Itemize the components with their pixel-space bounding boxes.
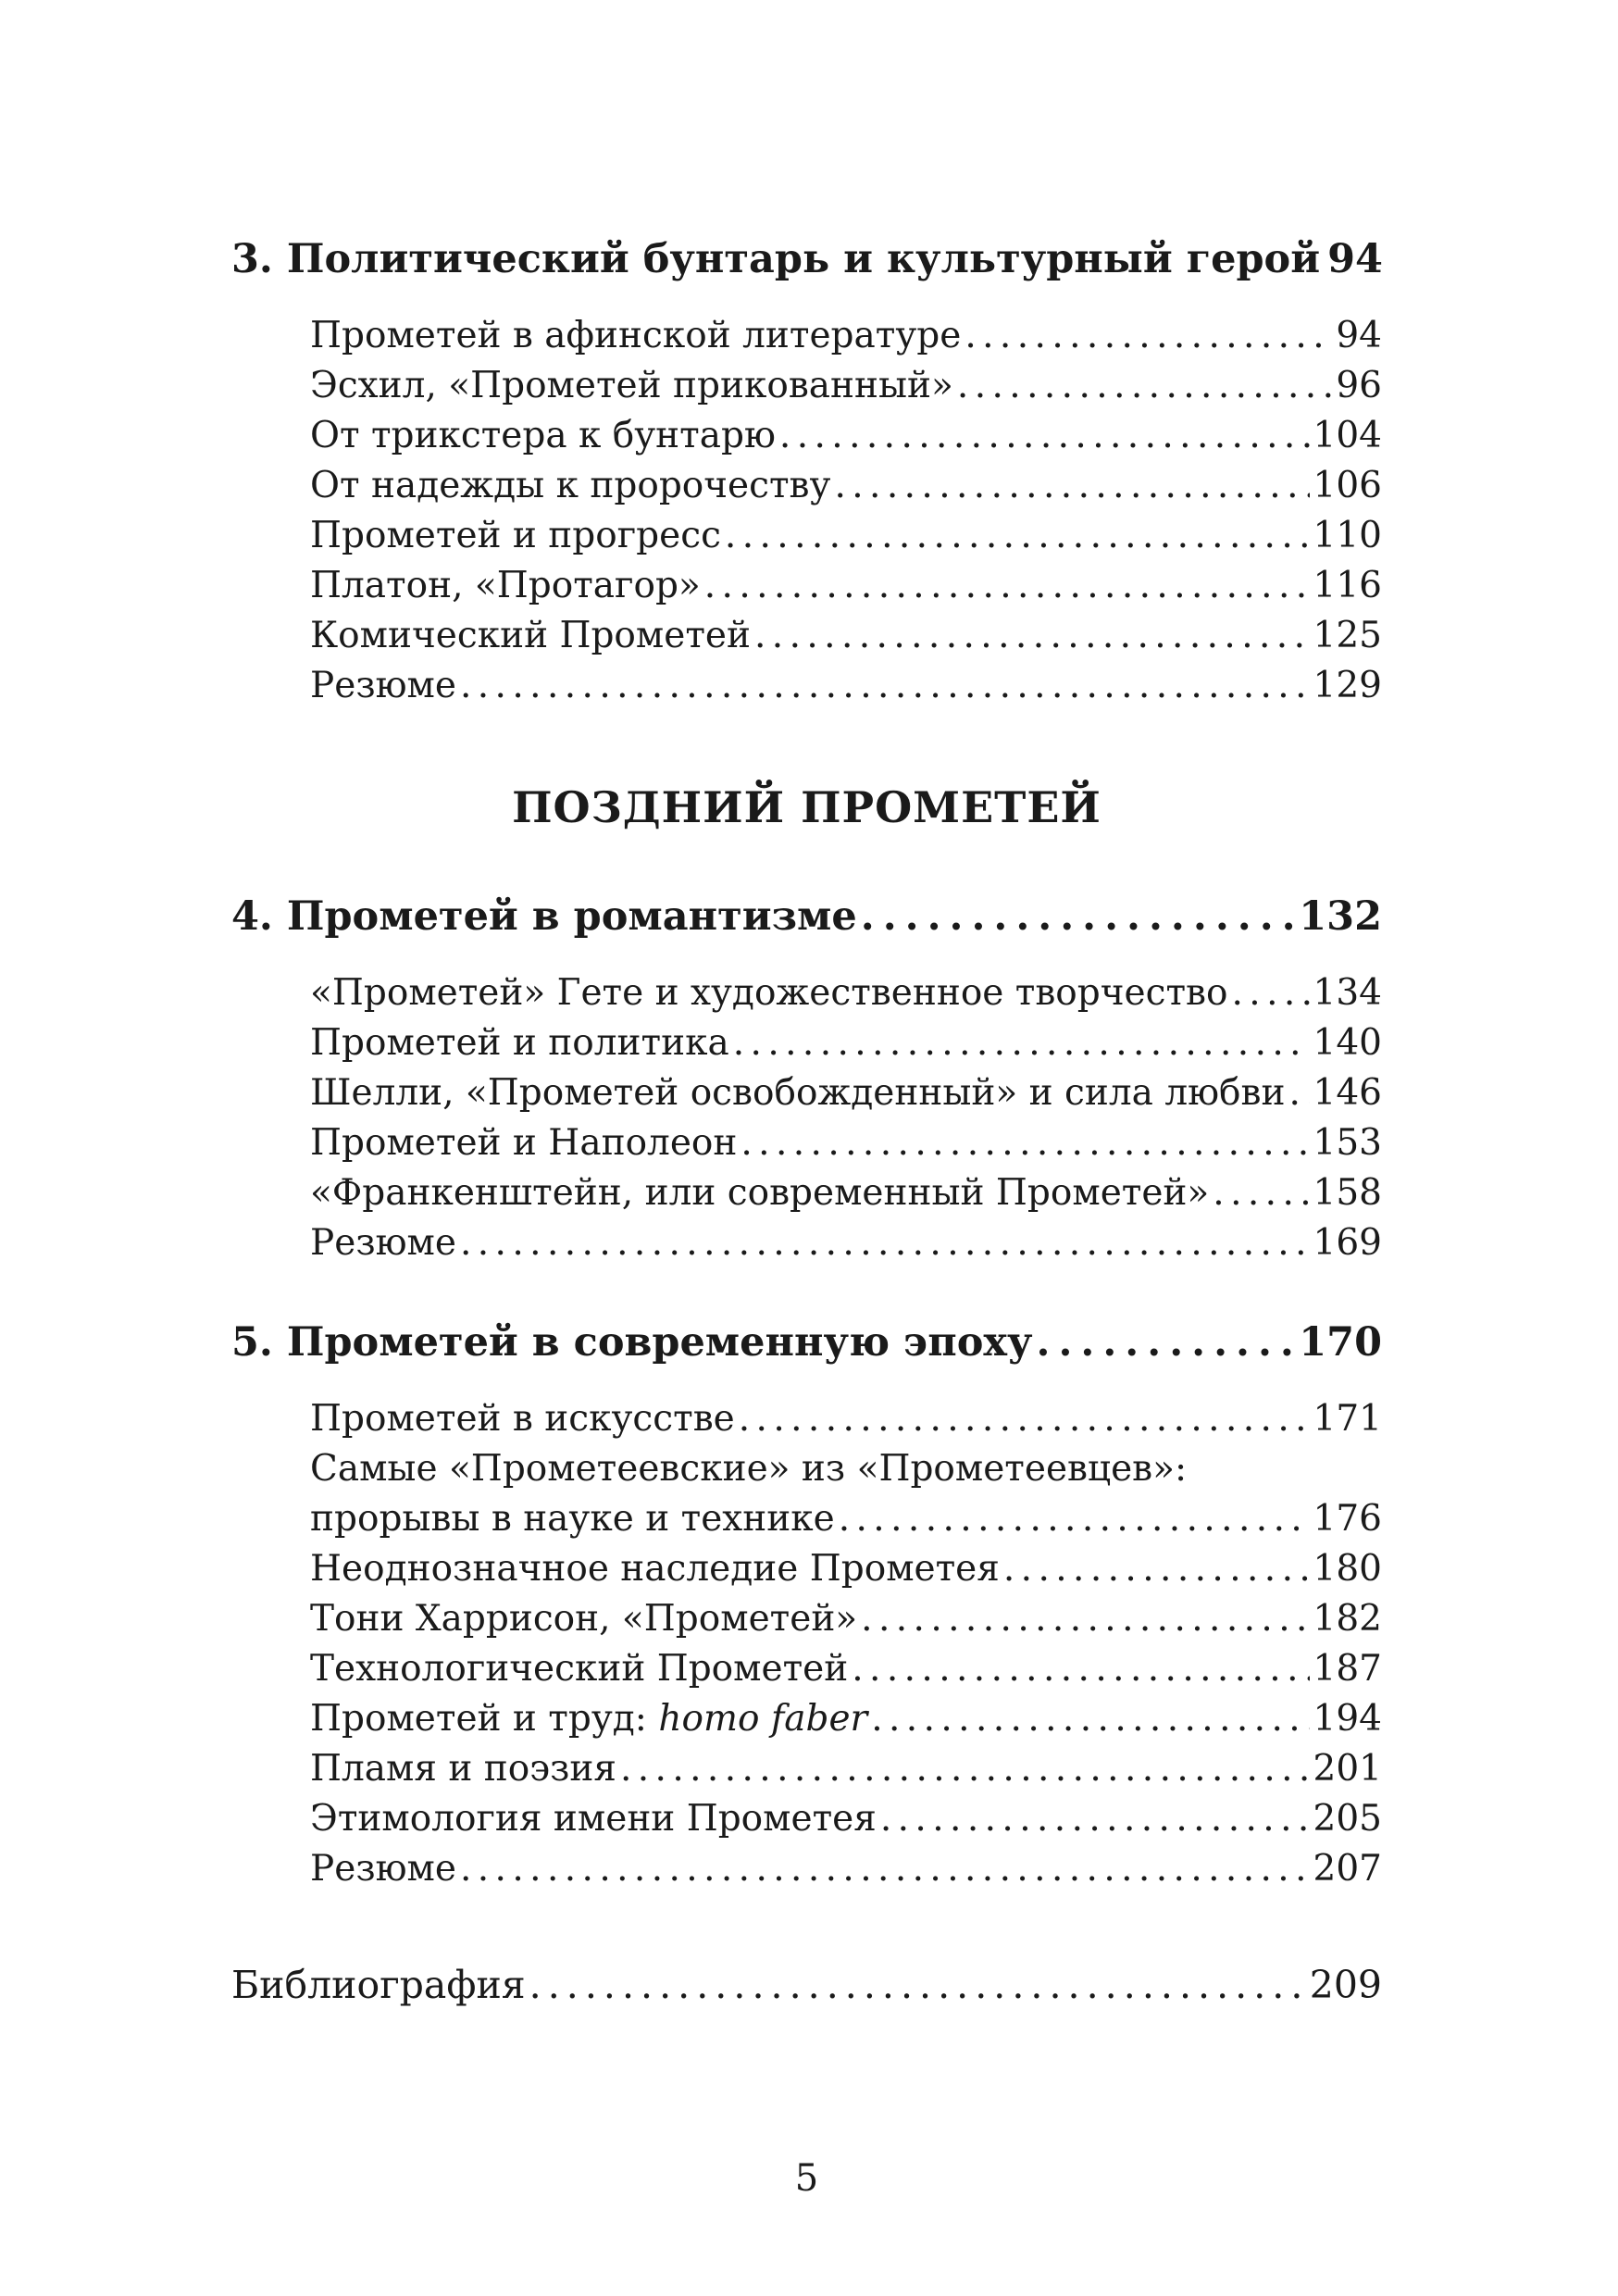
dot-leader (460, 1848, 1310, 1890)
entry-title: Резюме (310, 1848, 456, 1890)
toc-entry[interactable] (310, 1648, 1382, 1690)
dot-leader (861, 893, 1295, 940)
entry-title: Резюме (310, 665, 456, 706)
page-number: 182 (1313, 1598, 1382, 1640)
entry-title: Этимология имени Прометея (310, 1798, 877, 1840)
page-number: 171 (1313, 1398, 1382, 1440)
toc-entry[interactable] (310, 1398, 1382, 1440)
page-folio: 5 (794, 2157, 819, 2200)
part-heading: ПОЗДНИЙ ПРОМЕТЕЙ (512, 782, 1101, 832)
dot-leader (739, 1398, 1310, 1440)
dot-leader (871, 1698, 1309, 1740)
toc-entry[interactable] (310, 1798, 1382, 1840)
dot-leader (754, 615, 1310, 656)
page-number: 134 (1313, 972, 1382, 1014)
page-number: 201 (1313, 1748, 1382, 1790)
entry-title: Шелли, «Прометей освобожденный» и сила любви (310, 1072, 1286, 1114)
entry-title: Технологический Прометей (310, 1648, 849, 1690)
page-number: 205 (1313, 1798, 1382, 1840)
dot-leader (852, 1648, 1309, 1690)
toc-entry[interactable] (310, 665, 1382, 706)
dot-leader (741, 1122, 1309, 1164)
page-number: 125 (1313, 615, 1382, 656)
entry-title: Платон, «Протагор» (310, 565, 701, 606)
dot-leader (620, 1748, 1310, 1790)
entry-title-line1[interactable]: Самые «Прометеевские» из «Прометеевцев»: (310, 1448, 1188, 1490)
entry-title: От надежды к пророчеству (310, 465, 831, 506)
dot-leader (725, 515, 1310, 556)
toc-entry[interactable] (310, 615, 1382, 656)
toc-entry[interactable] (310, 515, 1382, 556)
toc-entry[interactable] (310, 365, 1382, 406)
dot-leader (733, 1022, 1310, 1064)
toc-entry[interactable] (310, 565, 1382, 606)
page-number: 153 (1313, 1122, 1382, 1164)
entry-title: Комический Прометей (310, 615, 751, 656)
entry-title: Резюме (310, 1222, 456, 1264)
page-number: 170 (1299, 1319, 1382, 1366)
page-number: 158 (1313, 1172, 1382, 1214)
page-number: 140 (1313, 1022, 1382, 1064)
entry-title: Неоднозначное наследие Прометея (310, 1548, 1000, 1590)
dot-leader (861, 1598, 1309, 1640)
page-number: 132 (1299, 893, 1382, 940)
dot-leader (965, 315, 1332, 356)
entry-title (310, 1698, 867, 1740)
page-number: 146 (1313, 1072, 1382, 1114)
entry-title: Прометей в афинской литературе (310, 315, 962, 356)
dot-leader (529, 1963, 1306, 2007)
toc-entry[interactable] (310, 1548, 1382, 1590)
toc-entry[interactable] (310, 1222, 1382, 1264)
entry-title: Библиография (231, 1963, 526, 2007)
toc-entry[interactable] (310, 1698, 1382, 1740)
toc-entry[interactable] (310, 465, 1382, 506)
page-number: 129 (1313, 665, 1382, 706)
toc-entry[interactable] (310, 415, 1382, 456)
page-number: 187 (1313, 1648, 1382, 1690)
dot-leader (839, 1498, 1310, 1540)
toc-entry[interactable] (310, 1122, 1382, 1164)
page-number: 96 (1336, 365, 1382, 406)
dot-leader (704, 565, 1310, 606)
dot-leader (460, 1222, 1310, 1264)
entry-title: Прометей и политика (310, 1022, 729, 1064)
page-number: 94 (1336, 315, 1382, 356)
toc-bibliography[interactable] (231, 1963, 1382, 2007)
toc-entry[interactable] (310, 1172, 1382, 1214)
toc-chapter-3[interactable] (231, 236, 1382, 282)
dot-leader (1213, 1172, 1309, 1214)
chapter-title: 3. Политический бунтарь и культурный герой (231, 236, 1321, 282)
entry-title: «Прометей» Гете и художественное творчество (310, 972, 1228, 1014)
dot-leader (1231, 972, 1309, 1014)
entry-title-italic: homo faber (658, 1698, 868, 1740)
entry-title: Прометей и прогресс (310, 515, 721, 556)
dot-leader (880, 1798, 1310, 1840)
page-number: 176 (1313, 1498, 1382, 1540)
dot-leader (1288, 1072, 1309, 1114)
page-number: 180 (1313, 1548, 1382, 1590)
toc-chapter-4[interactable] (231, 893, 1382, 940)
entry-title: Тони Харрисон, «Прометей» (310, 1598, 858, 1640)
toc-entry[interactable] (310, 1498, 1382, 1540)
chapter-title: 4. Прометей в романтизме (231, 893, 857, 940)
dot-leader (957, 365, 1332, 406)
page-number: 94 (1327, 236, 1383, 282)
page-number: 116 (1313, 565, 1382, 606)
page-number: 209 (1309, 1963, 1382, 2007)
toc-entry[interactable] (310, 1848, 1382, 1890)
toc-entry[interactable] (310, 1022, 1382, 1064)
dot-leader (460, 665, 1310, 706)
page-number: 106 (1313, 465, 1382, 506)
dot-leader (1037, 1319, 1296, 1366)
page-number: 104 (1313, 415, 1382, 456)
page-number: 207 (1313, 1848, 1382, 1890)
page-number: 169 (1313, 1222, 1382, 1264)
entry-title: Прометей в искусстве (310, 1398, 735, 1440)
toc-entry[interactable] (310, 1598, 1382, 1640)
toc-entry[interactable] (310, 315, 1382, 356)
entry-title-prefix: Прометей и труд: (310, 1698, 659, 1740)
toc-chapter-5[interactable] (231, 1319, 1382, 1366)
toc-entry[interactable] (310, 1748, 1382, 1790)
dot-leader (1003, 1548, 1310, 1590)
entry-title: Пламя и поэзия (310, 1748, 616, 1790)
dot-leader (779, 415, 1310, 456)
toc-entry[interactable] (310, 1072, 1382, 1114)
toc-page (231, 0, 1382, 2296)
chapter-title: 5. Прометей в современную эпоху (231, 1319, 1033, 1366)
toc-entry[interactable] (310, 972, 1382, 1014)
entry-title: «Франкенштейн, или современный Прометей» (310, 1172, 1210, 1214)
page-number: 194 (1313, 1698, 1382, 1740)
entry-title: Прометей и Наполеон (310, 1122, 738, 1164)
page-number: 110 (1313, 515, 1382, 556)
entry-title: прорывы в науке и технике (310, 1498, 835, 1540)
entry-title: Эсхил, «Прометей прикованный» (310, 365, 953, 406)
entry-title: От трикстера к бунтарю (310, 415, 776, 456)
dot-leader (834, 465, 1309, 506)
